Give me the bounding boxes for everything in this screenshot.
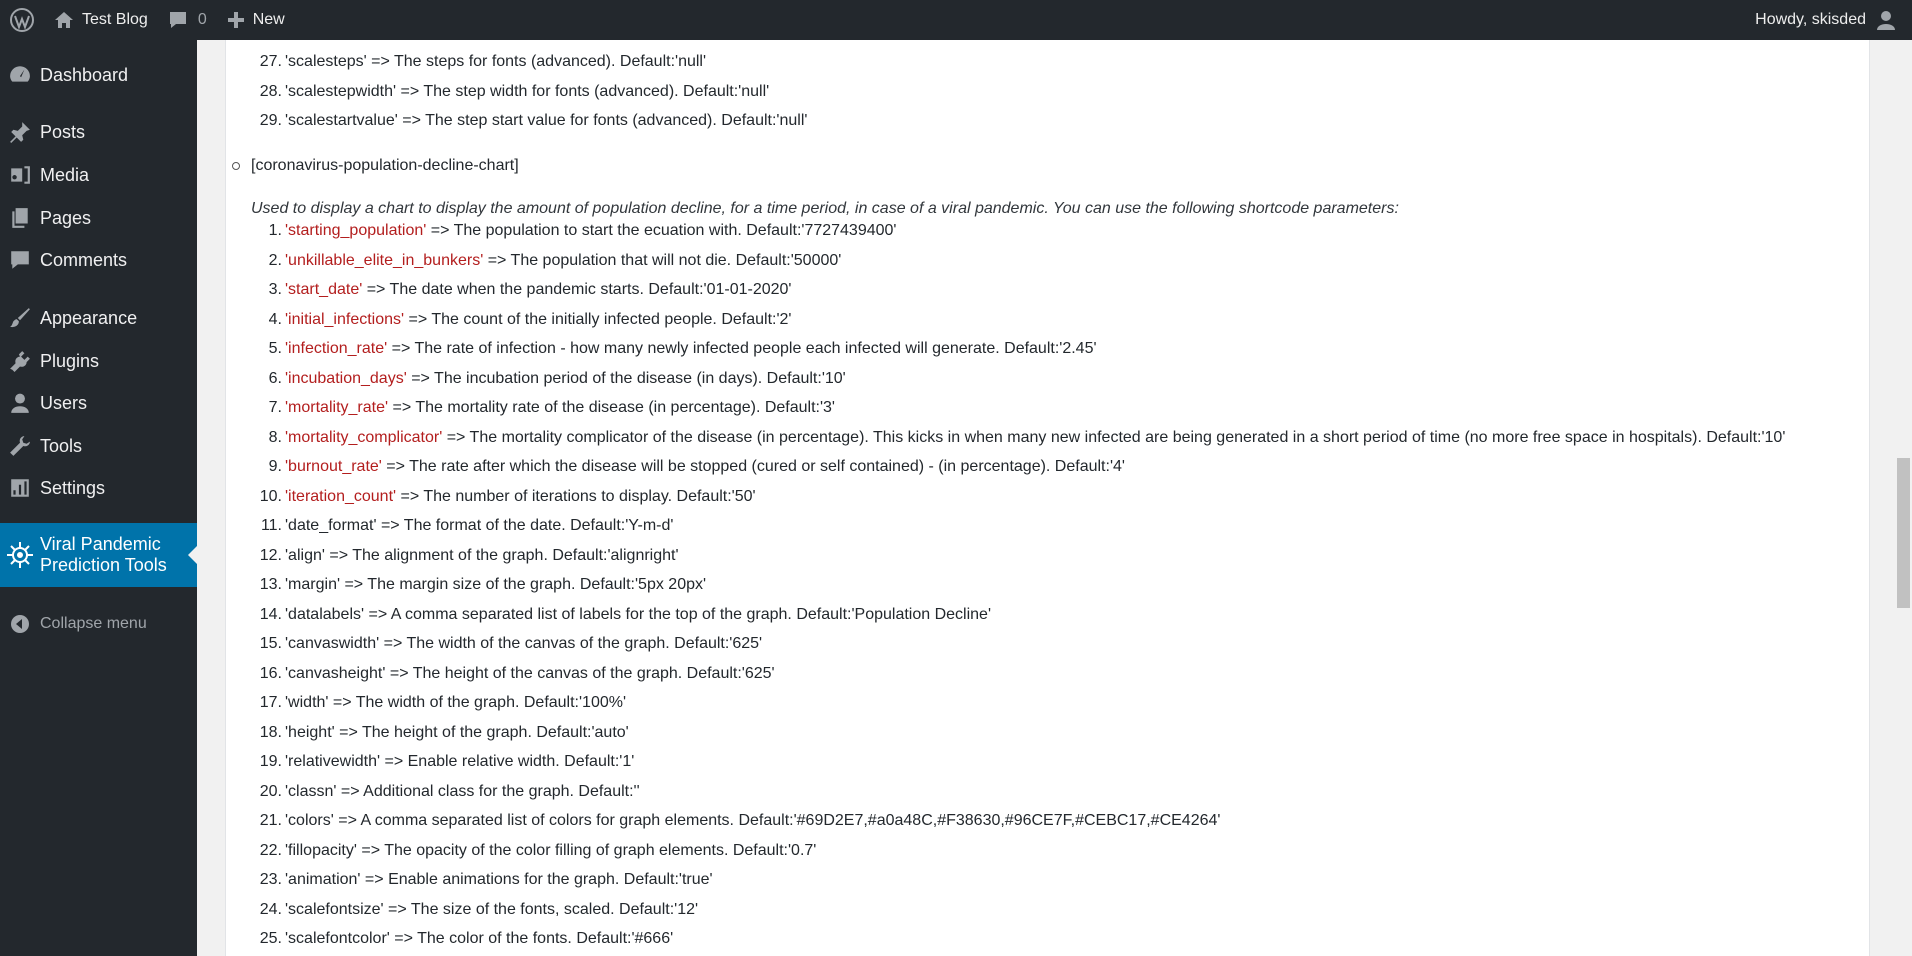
parameter-description: => The rate after which the disease will be stopped (cured or self contained) - (in percentage). Default:'4' [381, 458, 1125, 475]
list-bullet [232, 162, 240, 170]
list-item-text [285, 488, 756, 506]
list-item-text [285, 112, 807, 130]
menu-pages[interactable] [0, 201, 197, 235]
parameter-name: 'relativewidth' [285, 753, 381, 770]
list-item-text [285, 724, 629, 742]
list-item-text [285, 222, 896, 240]
comments-count: 0 [197, 11, 207, 28]
list-item-number: 13. [259, 576, 282, 593]
list-item-number: 9. [268, 458, 282, 475]
list-item-text [285, 753, 634, 771]
comment-icon [0, 249, 40, 271]
my-account[interactable] [1745, 0, 1912, 40]
menu-label: Viral Pandemic Prediction Tools [40, 534, 167, 575]
list-item-text [285, 83, 769, 101]
parameter-name: 'canvaswidth' [285, 635, 380, 652]
list-item-text [285, 576, 706, 594]
menu-label: Comments [40, 249, 128, 270]
shortcode-description: Used to display a chart to display the amount of population decline, for a time period, in case of a viral pandemic. You can use the following shortcode parameters: [251, 200, 1399, 217]
list-item-number: 22. [259, 841, 282, 859]
list-item-text [285, 252, 841, 270]
parameter-name: 'align' [285, 546, 325, 564]
menu-label: Posts [40, 121, 86, 142]
howdy-text: Howdy, skisded [1755, 11, 1866, 28]
parameter-description: => The mortality rate of the disease (in percentage). Default:'3' [388, 399, 835, 416]
list-item-number: 5. [268, 340, 282, 357]
list-item-text [285, 665, 775, 683]
menu-settings[interactable] [0, 471, 197, 505]
parameter-description: => The size of the fonts, scaled. Default:'12' [383, 900, 699, 918]
parameter-name: 'height' [285, 723, 335, 741]
collapse-menu-button[interactable] [0, 607, 197, 641]
pin-icon [0, 121, 40, 143]
list-item-number: 28. [259, 82, 282, 100]
user-icon [0, 392, 40, 414]
wordpress-logo[interactable] [0, 0, 44, 40]
menu-label: Tools [40, 435, 83, 456]
parameter-description: => The opacity of the color filling of graph elements. Default:'0.7' [356, 841, 817, 859]
menu-comments[interactable] [0, 243, 197, 277]
menu-label: Users [40, 392, 88, 413]
parameter-description: => The count of the initially infected people. Default:'2' [404, 310, 792, 328]
collapse-icon [0, 614, 40, 634]
list-item-number: 1. [268, 222, 282, 239]
parameter-name: 'scalestepwidth' [285, 82, 397, 100]
parameter-description: => The color of the fonts. Default:'#666' [389, 930, 674, 947]
parameter-name: 'initial_infections' [285, 310, 405, 328]
parameter-name: 'starting_population' [285, 222, 427, 239]
dashboard-icon [0, 64, 40, 86]
list-item-text [285, 635, 762, 653]
parameter-name: 'canvasheight' [285, 664, 386, 682]
menu-label: Dashboard [40, 64, 129, 85]
list-item-number: 21. [259, 812, 282, 829]
list-item-text [285, 311, 791, 329]
parameter-description: => The step start value for fonts (advanced). Default:'null' [397, 112, 808, 129]
list-item-number: 11. [260, 517, 282, 534]
wordpress-icon [10, 8, 34, 32]
parameter-name: 'date_format' [285, 517, 377, 534]
wrench-icon [0, 435, 40, 457]
menu-tools[interactable] [0, 429, 197, 463]
parameter-name: 'scalefontsize' [285, 900, 384, 918]
list-item-text [285, 429, 1785, 447]
menu-posts[interactable] [0, 115, 197, 149]
list-item-number: 20. [259, 782, 282, 800]
parameter-description: => The margin size of the graph. Default:'5px 20px' [340, 576, 707, 593]
list-item-text [285, 694, 626, 712]
parameter-description: => Enable animations for the graph. Default:'true' [360, 871, 713, 888]
parameter-description: => The incubation period of the disease (in days). Default:'10' [406, 369, 846, 387]
menu-label: Appearance [40, 307, 138, 328]
menu-label: Pages [40, 207, 92, 228]
menu-plugins[interactable] [0, 344, 197, 378]
parameter-description: => The height of the canvas of the graph. Default:'625' [385, 664, 775, 682]
list-item-text [285, 871, 713, 889]
media-icon [0, 164, 40, 186]
parameter-name: 'burnout_rate' [285, 458, 382, 475]
parameter-name: 'scalesteps' [285, 53, 367, 70]
avatar-icon [1876, 10, 1896, 30]
parameter-name: 'incubation_days' [285, 369, 407, 387]
site-name: Test Blog [82, 11, 148, 28]
parameter-description: => Enable relative width. Default:'1' [380, 753, 635, 770]
parameter-name: 'datalabels' [285, 605, 365, 623]
site-name-link[interactable] [44, 0, 158, 40]
menu-dashboard[interactable] [0, 58, 197, 92]
new-label: New [252, 11, 285, 28]
scrollbar-thumb[interactable] [1897, 458, 1910, 608]
list-item-number: 24. [259, 900, 282, 918]
parameter-description: => The mortality complicator of the disease (in percentage). This kicks in when many new infected are being generated in a short period of time (no more free space in hospitals). Default:'10' [442, 428, 1786, 446]
menu-media[interactable] [0, 158, 197, 192]
list-item-number: 15. [259, 635, 282, 652]
list-item-number: 10. [259, 487, 282, 505]
parameter-description: => The steps for fonts (advanced). Default:'null' [366, 53, 707, 70]
list-item-number: 25. [259, 930, 282, 947]
parameter-description: => A comma separated list of labels for the top of the graph. Default:'Population Decline' [364, 605, 991, 623]
list-item-number: 23. [259, 871, 282, 888]
parameter-name: 'colors' [285, 812, 334, 829]
parameter-name: 'width' [285, 694, 329, 711]
comment-icon [168, 10, 188, 30]
parameter-name: 'unkillable_elite_in_bunkers' [285, 251, 484, 269]
list-item-text [285, 547, 679, 565]
home-icon [54, 10, 74, 30]
settings-icon [0, 477, 40, 499]
list-item-number: 2. [268, 251, 282, 269]
list-item-text [285, 458, 1125, 476]
parameter-description: => The width of the canvas of the graph. Default:'625' [379, 635, 763, 652]
parameter-name: 'mortality_rate' [285, 399, 389, 416]
parameter-description: => The alignment of the graph. Default:'alignright' [324, 546, 679, 564]
parameter-description: => The population to start the ecuation with. Default:'7727439400' [426, 222, 897, 239]
parameter-description: => The width of the graph. Default:'100%' [328, 694, 627, 711]
plus-icon [227, 11, 245, 29]
list-item-text [285, 340, 1097, 358]
list-item-text [285, 399, 835, 417]
list-item-number: 8. [268, 428, 282, 446]
parameter-description: => The number of iterations to display. Default:'50' [396, 487, 756, 505]
parameter-name: 'animation' [285, 871, 361, 888]
parameter-description: => The population that will not die. Default:'50000' [483, 251, 842, 269]
list-item-text [285, 517, 673, 535]
list-item-number: 18. [259, 723, 282, 741]
list-item-text [285, 606, 991, 624]
list-item-number: 6. [268, 369, 282, 387]
list-item-number: 4. [268, 310, 282, 328]
list-item-text [285, 901, 698, 919]
menu-label: Media [40, 164, 90, 185]
virus-icon [0, 541, 40, 569]
menu-appearance[interactable] [0, 301, 197, 335]
list-item-text [285, 53, 706, 71]
admin-menu [0, 40, 197, 956]
list-item-number: 3. [268, 281, 282, 298]
new-content-link[interactable] [217, 0, 295, 40]
comments-link[interactable] [158, 0, 217, 40]
parameter-description: => The height of the graph. Default:'auto' [334, 723, 629, 741]
collapse-label: Collapse menu [40, 615, 147, 632]
list-item-number: 7. [268, 399, 282, 416]
menu-viral-pandemic-prediction-tools[interactable] [0, 523, 197, 587]
plugin-icon [0, 350, 40, 372]
parameter-description: => The step width for fonts (advanced). Default:'null' [396, 82, 770, 100]
list-item-text [285, 842, 816, 860]
list-item-number: 29. [259, 112, 282, 129]
menu-label: Settings [40, 477, 106, 498]
parameter-name: 'infection_rate' [285, 340, 388, 357]
parameter-name: 'classn' [285, 782, 337, 800]
parameter-name: 'margin' [285, 576, 341, 593]
admin-bar [0, 0, 1912, 40]
pages-icon [0, 207, 40, 229]
page-scrollbar[interactable] [1895, 40, 1912, 956]
list-item-number: 16. [259, 664, 282, 682]
list-item-text [285, 783, 640, 801]
parameter-description: => The date when the pandemic starts. Default:'01-01-2020' [362, 281, 792, 298]
parameter-name: 'scalestartvalue' [285, 112, 398, 129]
brush-icon [0, 307, 40, 329]
parameter-description: => Additional class for the graph. Default:'' [336, 782, 640, 800]
parameter-name: 'start_date' [285, 281, 363, 298]
parameter-description: => A comma separated list of colors for graph elements. Default:'#69D2E7,#a0a48C,#F38630,#96CE7F,#CEBC17,#CE4264' [333, 812, 1221, 829]
list-item-text [285, 281, 791, 299]
list-item-number: 12. [259, 546, 282, 564]
parameter-description: => The rate of infection - how many newly infected people each infected will generate. Default:'2.45' [387, 340, 1097, 357]
main-content [225, 40, 1870, 956]
parameter-name: 'iteration_count' [285, 487, 397, 505]
menu-label: Plugins [40, 350, 100, 371]
list-item-text [285, 930, 673, 948]
menu-users[interactable] [0, 386, 197, 420]
parameter-name: 'scalefontcolor' [285, 930, 390, 947]
list-item-number: 14. [259, 605, 282, 623]
list-item-text [285, 370, 846, 388]
parameter-description: => The format of the date. Default:'Y-m-d' [376, 517, 674, 534]
list-item-number: 27. [259, 53, 282, 70]
list-item-number: 17. [259, 694, 282, 711]
list-item-number: 19. [259, 753, 282, 770]
parameter-name: 'mortality_complicator' [285, 428, 443, 446]
shortcode-title: [coronavirus-population-decline-chart] [251, 157, 519, 174]
parameter-name: 'fillopacity' [285, 841, 357, 859]
list-item-text [285, 812, 1220, 830]
